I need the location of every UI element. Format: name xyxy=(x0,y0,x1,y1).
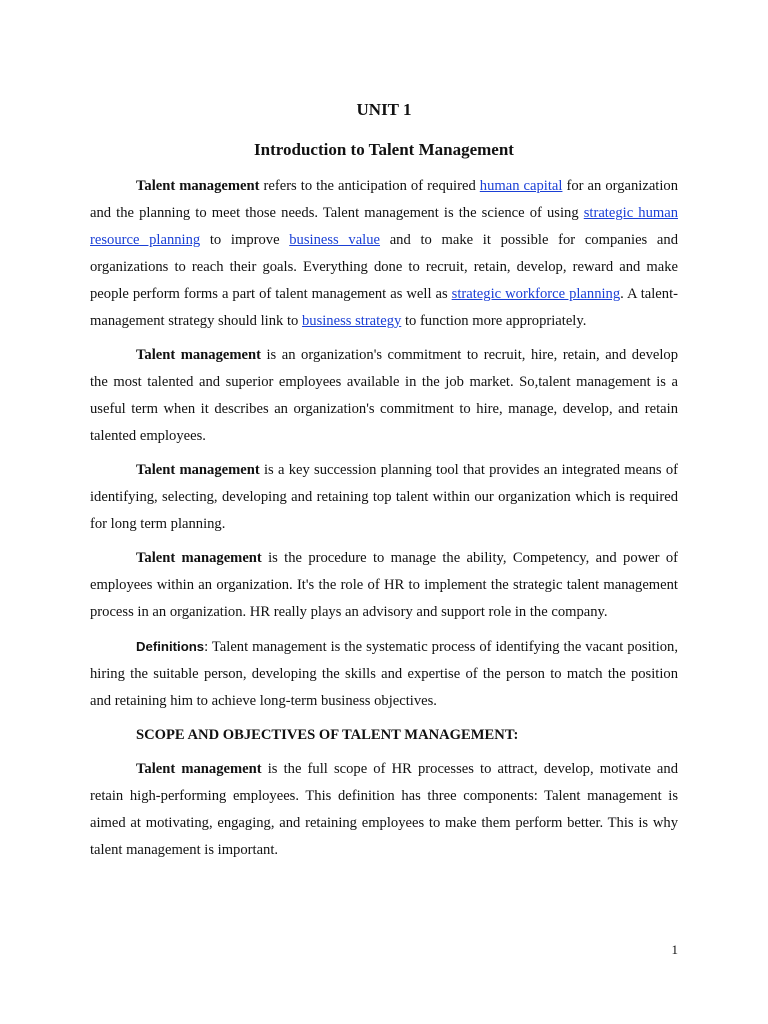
document-title: Introduction to Talent Management xyxy=(254,140,514,159)
link-strategic-hr-planning[interactable]: strategic human resource planning xyxy=(90,205,678,248)
paragraph-text: is an organization's commitment to recruit, hire, retain, and develop the most talented and superior employees available in the job market. So,talent management is a useful term when it describes an organization's commitment to hire, manage, develop, and retain talented employees. xyxy=(90,347,678,444)
page-number: 1 xyxy=(671,942,678,957)
term-talent-management: Talent management xyxy=(136,462,260,478)
paragraph-6 xyxy=(90,756,678,864)
paragraph-text: : Talent management is the systematic process of identifying the vacant position, hiring the suitable person, developing the skills and expertise of the person to match the position and retaining him to achieve long-term business objectives. xyxy=(90,639,678,709)
paragraph-text: . A talent-management strategy should link to xyxy=(90,286,678,329)
link-business-value[interactable]: business value xyxy=(289,232,381,248)
paragraph-text: refers to the anticipation of required xyxy=(259,178,480,194)
paragraph-4 xyxy=(90,545,678,626)
paragraph-text: is a key succession planning tool that provides an integrated means of identifying, selecting, developing and retaining top talent within our organization which is required for long term planning. xyxy=(90,462,678,532)
term-talent-management: Talent management xyxy=(136,178,260,194)
term-talent-management: Talent management xyxy=(136,347,261,363)
term-definitions: Definitions xyxy=(136,639,205,654)
paragraph-text: is the procedure to manage the ability, Competency, and power of employees within an organization. It's the role of HR to implement the strategic talent management process in an organization. HR really plays an advisory and support role in the company. xyxy=(90,550,678,620)
paragraph-definitions xyxy=(90,633,678,715)
link-business-strategy[interactable]: business strategy xyxy=(301,313,402,329)
section-heading: SCOPE AND OBJECTIVES OF TALENT MANAGEMENT: xyxy=(136,727,519,743)
unit-title: UNIT 1 xyxy=(356,100,412,119)
paragraph-text: and to make it possible for companies and organizations to reach their goals. Everything done to recruit, retain, develop, reward and make people perform forms a part of talent management as well as xyxy=(90,232,678,302)
paragraph-text: to improve xyxy=(200,232,290,248)
term-talent-management: Talent management xyxy=(136,761,262,777)
paragraph-3 xyxy=(90,457,678,538)
document-body xyxy=(90,173,678,871)
paragraph-text: for an organization and the planning to meet those needs. Talent management is the science of using xyxy=(90,178,678,221)
link-strategic-workforce-planning[interactable]: strategic workforce planning xyxy=(451,286,621,302)
term-talent-management: Talent management xyxy=(136,550,262,566)
paragraph-2 xyxy=(90,342,678,450)
paragraph-text: is the full scope of HR processes to attract, develop, motivate and retain high-performing employees. This definition has three components: Talent management is aimed at motivating, engaging, and retaining employees to make them perform better. This is why talent management is important. xyxy=(90,761,678,858)
link-human-capital[interactable]: human capital xyxy=(479,178,563,194)
paragraph-text: to function more appropriately. xyxy=(401,313,587,329)
paragraph-1 xyxy=(90,173,678,335)
